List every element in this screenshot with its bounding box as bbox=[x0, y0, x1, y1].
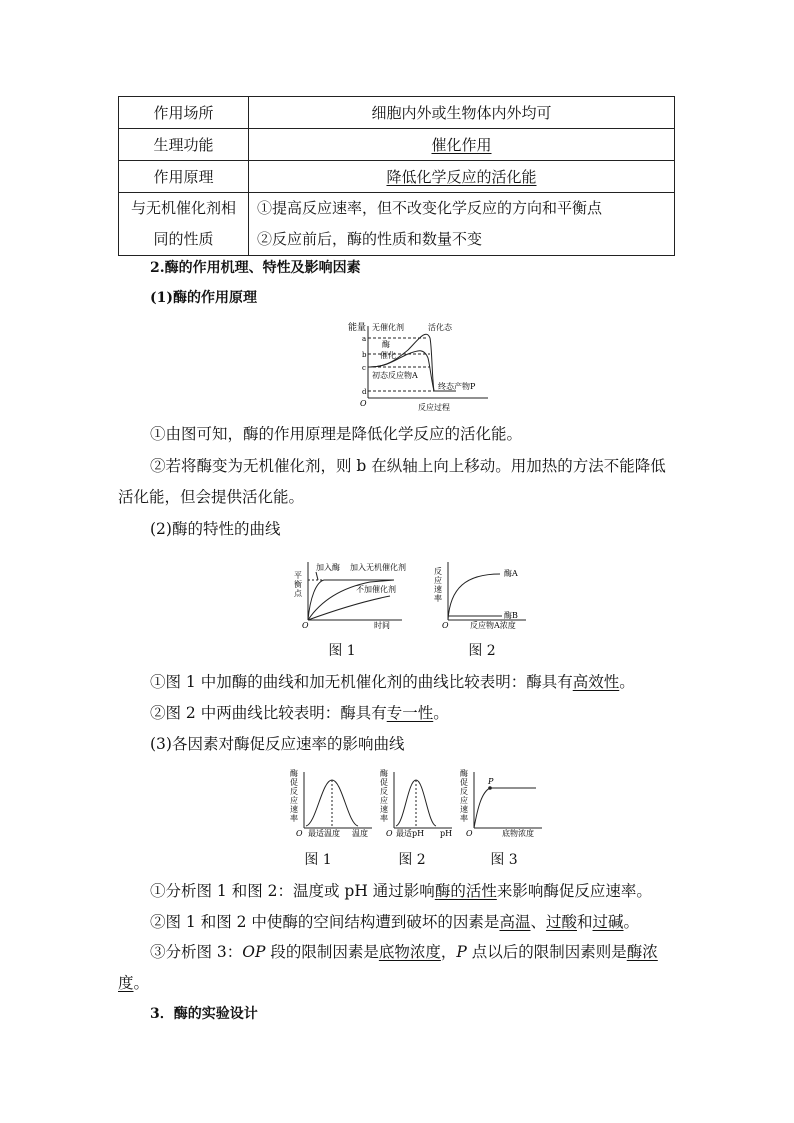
figure-caption: 图 3 bbox=[490, 852, 518, 868]
x-axis-label: pH bbox=[440, 829, 453, 838]
y-axis-char: 衡 bbox=[294, 580, 302, 589]
row-value: 降低化学反应的活化能 bbox=[386, 168, 537, 186]
sub-heading: (2)酶的特性的曲线 bbox=[150, 520, 281, 538]
x-axis-label: 时间 bbox=[374, 621, 390, 630]
active-state-label: 活化态 bbox=[428, 323, 452, 332]
paragraph: ②若将酶变为无机催化剂，则 b 在纵轴上向上移动。用加热的方法不能降低活化能，但会提供活化能。 bbox=[118, 457, 666, 506]
factor-fig-3 bbox=[456, 766, 546, 838]
level-b: b bbox=[362, 351, 367, 359]
y-axis-label: 能量 bbox=[348, 323, 367, 333]
y-axis-char: 酶 bbox=[290, 769, 298, 778]
y-axis-char: 促 bbox=[460, 778, 468, 787]
y-axis-char: 速 bbox=[290, 805, 298, 814]
no-catalyst-label: 不加催化剂 bbox=[356, 585, 396, 594]
figure-caption: 图 2 bbox=[468, 643, 496, 659]
factor-fig-2 bbox=[376, 766, 456, 838]
y-axis-char: 速 bbox=[460, 805, 468, 814]
paragraph: ③分析图 3：OP 段的限制因素是底物浓度，P 点以后的限制因素则是酶浓度。 bbox=[118, 943, 658, 992]
x-axis-label: 温度 bbox=[352, 829, 368, 838]
y-axis-char: 促 bbox=[290, 778, 298, 787]
paragraph: ①分析图 1 和图 2：温度或 pH 通过影响酶的活性来影响酶促反应速率。 bbox=[150, 882, 652, 900]
y-axis-char: 平 bbox=[294, 571, 302, 580]
x-axis-label: 反应物A浓度 bbox=[470, 621, 516, 630]
table-row bbox=[119, 161, 675, 193]
y-axis-char: 反 bbox=[290, 787, 298, 796]
sub-heading: (3)各因素对酶促反应速率的影响曲线 bbox=[150, 735, 405, 753]
table-row bbox=[119, 129, 675, 161]
y-axis-char: 促 bbox=[380, 778, 388, 787]
y-axis-char: 率 bbox=[290, 814, 298, 823]
initial-state-label: 初态反应物A bbox=[372, 371, 418, 380]
y-axis-char: 反 bbox=[434, 567, 442, 576]
characteristic-fig-1 bbox=[290, 558, 410, 630]
row-value-line: ①提高反应速率，但不改变化学反应的方向和平衡点 bbox=[257, 199, 603, 217]
y-axis-char: 率 bbox=[380, 814, 388, 823]
y-axis-char: 应 bbox=[380, 796, 388, 805]
factor-fig-1 bbox=[286, 766, 376, 838]
table-row bbox=[119, 97, 675, 129]
x-tick-label: 最适pH bbox=[396, 829, 425, 838]
catalysis-label: 催化 bbox=[380, 351, 396, 360]
origin-label: O bbox=[442, 621, 449, 630]
x-axis-label: 底物浓度 bbox=[502, 829, 534, 838]
section-heading: 2.酶的作用机理、特性及影响因素 bbox=[150, 260, 361, 276]
row-label-line: 与无机催化剂相 bbox=[130, 199, 236, 217]
y-axis-char: 速 bbox=[380, 805, 388, 814]
final-state-label: 终态产物P bbox=[438, 382, 476, 391]
row-label: 作用原理 bbox=[119, 161, 249, 193]
p-point bbox=[488, 786, 492, 790]
paragraph: ②图 2 中两曲线比较表明：酶具有专一性。 bbox=[150, 704, 449, 722]
y-axis-char: 率 bbox=[434, 594, 442, 603]
origin-label: O bbox=[360, 399, 367, 408]
paragraph: ①图 1 中加酶的曲线和加无机催化剂的曲线比较表明：酶具有高效性。 bbox=[150, 673, 635, 691]
enzyme-property-table bbox=[118, 96, 675, 256]
origin-label: O bbox=[302, 621, 309, 630]
y-axis-char: 反 bbox=[460, 787, 468, 796]
x-tick-label: 最适温度 bbox=[308, 829, 340, 838]
add-inorganic-label: 加入无机催化剂 bbox=[350, 563, 406, 572]
figure-caption: 图 2 bbox=[398, 852, 426, 868]
paragraph: ①由图可知，酶的作用原理是降低化学反应的活化能。 bbox=[150, 425, 523, 443]
add-enzyme-label: 加入酶 bbox=[316, 563, 340, 572]
no-catalyst-label: 无催化剂 bbox=[372, 323, 404, 332]
x-axis-label: 反应过程 bbox=[418, 403, 450, 412]
table-row bbox=[119, 193, 675, 256]
row-label-line: 同的性质 bbox=[153, 230, 214, 248]
p-label: P bbox=[488, 777, 494, 786]
y-axis-char: 点 bbox=[294, 589, 302, 598]
row-value: 催化作用 bbox=[431, 136, 492, 154]
energy-diagram bbox=[338, 318, 508, 414]
y-axis-char: 酶 bbox=[380, 769, 388, 778]
y-axis-char: 应 bbox=[460, 796, 468, 805]
y-axis-char: 速 bbox=[434, 585, 442, 594]
paragraph: ②图 1 和图 2 中使酶的空间结构遭到破坏的因素是高温、过酸和过碱。 bbox=[150, 913, 640, 931]
origin-label: O bbox=[296, 829, 303, 838]
origin-label: O bbox=[386, 829, 393, 838]
origin-label: O bbox=[466, 829, 473, 838]
enzyme-a-label: 酶A bbox=[504, 569, 518, 578]
y-axis-char: 应 bbox=[434, 576, 442, 585]
enzyme-label: 酶 bbox=[382, 340, 390, 349]
y-axis-char: 反 bbox=[380, 787, 388, 796]
level-c: c bbox=[362, 364, 366, 372]
figure-caption: 图 1 bbox=[304, 852, 332, 868]
row-value: 细胞内外或生物体内外均可 bbox=[249, 97, 675, 129]
sub-heading: (1)酶的作用原理 bbox=[150, 290, 257, 306]
section-heading: 3．酶的实验设计 bbox=[150, 1006, 258, 1022]
row-label: 生理功能 bbox=[119, 129, 249, 161]
row-value-line: ②反应前后，酶的性质和数量不变 bbox=[257, 230, 483, 248]
row-label: 作用场所 bbox=[119, 97, 249, 129]
y-axis-char: 率 bbox=[460, 814, 468, 823]
level-a: a bbox=[362, 335, 367, 343]
y-axis-char: 酶 bbox=[460, 769, 468, 778]
figure-caption: 图 1 bbox=[328, 643, 356, 659]
enzyme-b-label: 酶B bbox=[504, 611, 518, 620]
characteristic-fig-2 bbox=[430, 558, 530, 630]
y-axis-char: 应 bbox=[290, 796, 298, 805]
level-d: d bbox=[362, 388, 367, 396]
